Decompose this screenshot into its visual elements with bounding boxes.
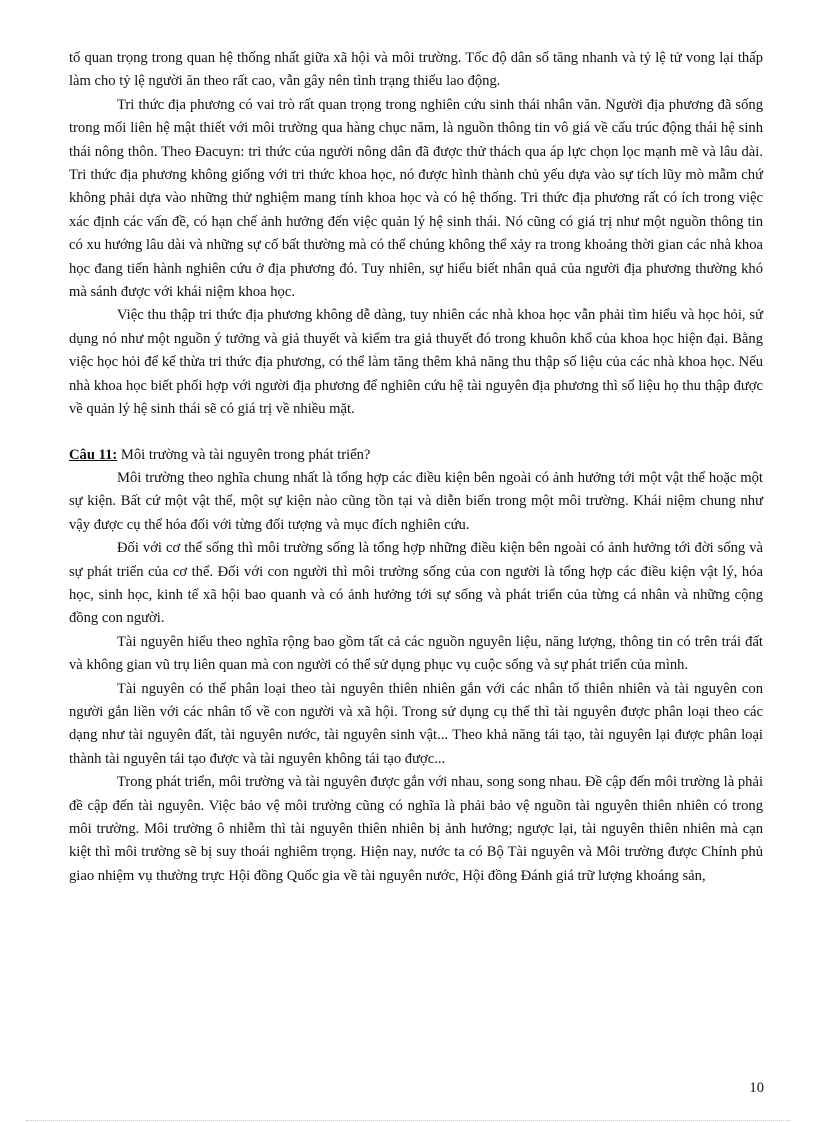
paragraph-local-knowledge: Tri thức địa phương có vai trò rất quan trọng trong nghiên cứu sinh thái nhân văn. Người địa phương đã sống trong mối liên hệ mật thiết với môi trường qua hàng chục năm, là nguồn thông tin vô giá về cấu trúc động thái hệ sinh thái nông thôn. Theo Đacuyn: tri thức của người nông dân đã được thử thách qua áp lực chọn lọc mạnh mẽ và lâu dài. Tri thức địa phương không giống với tri thức khoa học, nó được hình thành chủ yếu dựa vào sự tích lũy mò mẫm chứ không phải dựa vào những thử nghiệm mang tính khoa học và có hệ thống. Tri thức địa phương rất có ích trong việc xác định các vấn đề, có hạn chế ảnh hưởng đến việc quản lý hệ sinh thái. Nó cũng có giá trị như một nguồn thông tin có xu hướng lâu dài và những sự cố bất thường mà có thể chúng không thể xảy ra trong khoảng thời gian các nhà khoa học đang tiến hành nghiên cứu ở địa phương đó. Tuy nhiên, sự hiểu biết nhân quả của người địa phương thường khó mà sánh được với khái niệm khoa học.: [69, 96, 763, 301]
page-body: [69, 47, 763, 888]
paragraph-development: Trong phát triển, môi trường và tài nguyên được gắn với nhau, song song nhau. Đề cập đến môi trường là phải đề cập đến tài nguyên. Việc bảo vệ môi trường cũng có nghĩa là phải bảo vệ nguồn tài nguyên thiên nhiên có trong môi trường. Môi trường ô nhiễm thì tài nguyên thiên nhiên bị ảnh hưởng; ngược lại, tài nguyên thiên nhiên mà cạn kiệt thì môi trường sẽ bị suy thoái nghiêm trọng. Hiện nay, nước ta có Bộ Tài nguyên và Môi trường được Chính phủ giao nhiệm vụ thường trực Hội đồng Quốc gia về tài nguyên nước, Hội đồng Đánh giá trữ lượng khoáng sản,: [69, 774, 763, 884]
paragraph-continuation: tố quan trọng trong quan hệ thống nhất giữa xã hội và môi trường. Tốc độ dân số tăng nhanh và tỷ lệ tử vong lại thấp làm cho tỷ lệ người ăn theo rất cao, vẫn gây nên tình trạng thiếu lao động.: [69, 50, 763, 90]
paragraph-knowledge-collection: Việc thu thập tri thức địa phương không dễ dàng, tuy nhiên các nhà khoa học vẫn phải tìm hiểu và học hỏi, sử dụng nó như một nguồn ý tưởng và giả thuyết và kiểm tra giả thuyết đó trong khuôn khổ của khoa học hiện đại. Bằng việc học hỏi để kế thừa tri thức địa phương, có thể làm tăng thêm khả năng thu thập số liệu của các nhà khoa học. Nếu nhà khoa học biết phối hợp với người địa phương để nghiên cứu hệ tài nguyên địa phương thì số liệu họ thu thập được về quản lý hệ sinh thái sẽ có giá trị về nhiều mặt.: [69, 307, 763, 418]
paragraph-environment-definition: Môi trường theo nghĩa chung nhất là tổng hợp các điều kiện bên ngoài có ảnh hưởng tới một vật thể hoặc một sự kiện. Bất cứ một vật thể, một sự kiện nào cũng tồn tại và diễn biến trong một môi trường. Khái niệm chung như vậy được cụ thể hóa đối với từng đối tượng và mục đích nghiên cứu.: [69, 469, 763, 533]
footer-divider: [26, 1120, 790, 1121]
question-label: Câu 11:: [69, 446, 118, 463]
question-title: Môi trường và tài nguyên trong phát triển?: [117, 446, 371, 463]
question-heading: [69, 444, 763, 467]
paragraph-living-environment: Đối với cơ thể sống thì môi trường sống là tổng hợp những điều kiện bên ngoài có ảnh hưởng tới đời sống và sự phát triển của cơ thể. Đối với con người thì môi trường sống của con người là tổng hợp các điều kiện vật lý, hóa học, sinh học, kinh tế xã hội bao quanh và có ảnh hưởng tới sự sống và phát triển của từng cá nhân và những cộng đồng con người.: [69, 540, 763, 627]
page-number: 10: [749, 1080, 764, 1096]
paragraph-resources-classification: Tài nguyên có thể phân loại theo tài nguyên thiên nhiên gắn với các nhân tố thiên nhiên và tài nguyên con người gắn liền với các nhân tố về con người và xã hội. Trong sử dụng cụ thể thì tài nguyên được phân loại theo các dạng như tài nguyên đất, tài nguyên nước, tài nguyên sinh vật... Theo khả năng tái tạo, tài nguyên lại được phân loại thành tài nguyên tái tạo được và tài nguyên không tái tạo được...: [69, 680, 763, 767]
paragraph-resources-definition: Tài nguyên hiểu theo nghĩa rộng bao gồm tất cả các nguồn nguyên liệu, năng lượng, thông tin có trên trái đất và không gian vũ trụ liên quan mà con người có thể sử dụng phục vụ cuộc sống và sự phát triển của mình.: [69, 633, 763, 674]
